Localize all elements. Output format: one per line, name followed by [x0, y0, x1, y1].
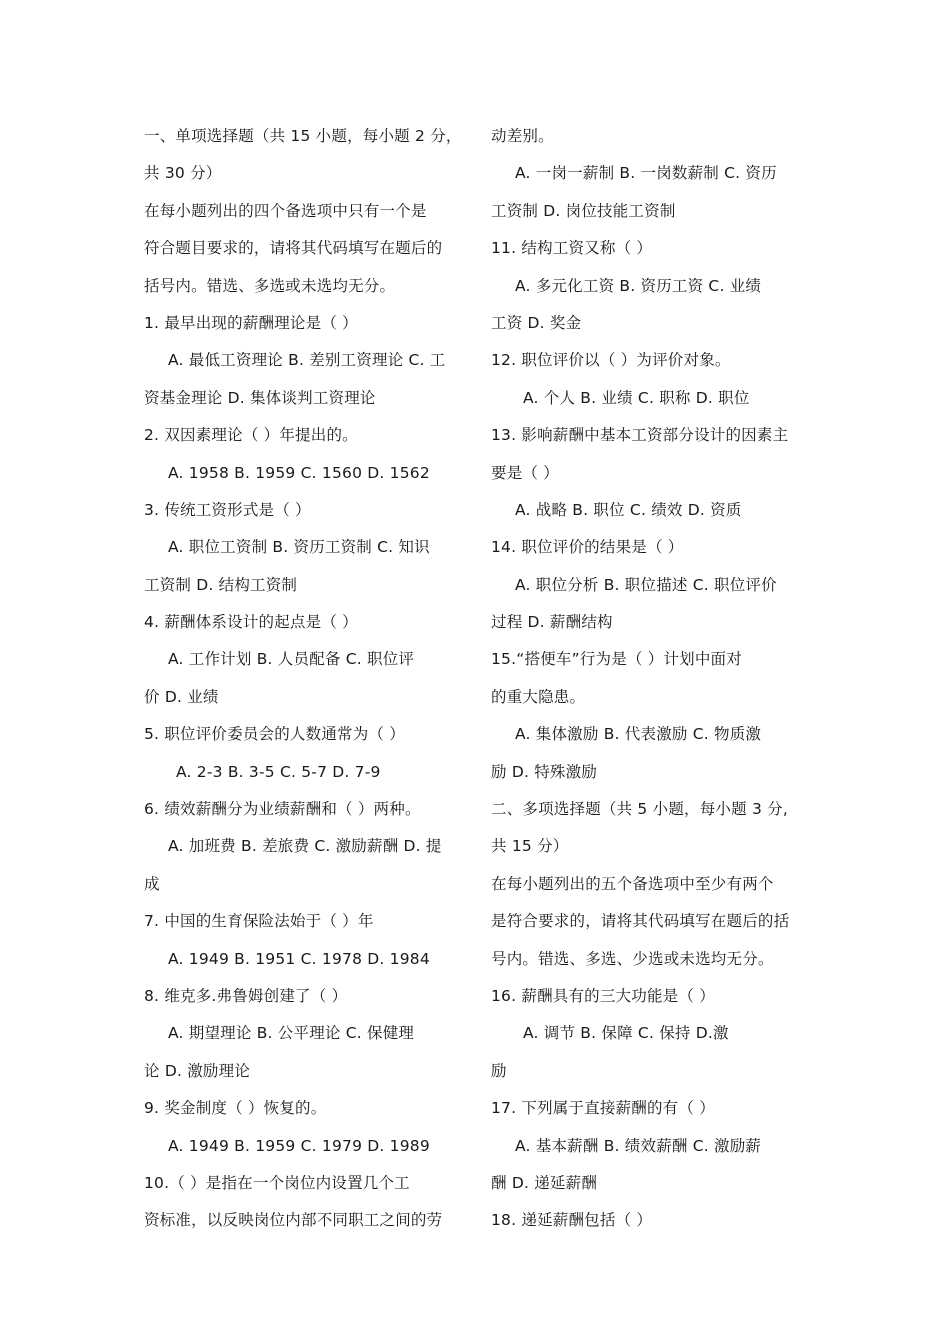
text-line: 是符合要求的，请将其代码填写在题后的括: [491, 912, 790, 931]
text-line: A. 1958 B. 1959 C. 1560 D. 1562: [168, 463, 430, 482]
text-line: 励 D. 特殊激励: [491, 762, 598, 781]
text-line: A. 职位工资制 B. 资历工资制 C. 知识: [168, 538, 430, 557]
text-line: 一、单项选择题（共 15 小题，每小题 2 分，: [144, 127, 462, 145]
text-line: 9. 奖金制度（ ）恢复的。: [144, 1099, 327, 1118]
text-line: 的重大隐患。: [491, 687, 586, 706]
text-line: 共 30 分）: [144, 164, 222, 183]
text-line: A. 1949 B. 1951 C. 1978 D. 1984: [168, 949, 430, 968]
text-line: A. 最低工资理论 B. 差别工资理论 C. 工: [168, 351, 446, 370]
text-line: 括号内。错选、多选或未选均无分。: [144, 276, 396, 295]
text-line: 13. 影响薪酬中基本工资部分设计的因素主: [491, 426, 789, 445]
text-line: 工资制 D. 结构工资制: [144, 575, 298, 594]
text-line: A. 1949 B. 1959 C. 1979 D. 1989: [168, 1136, 430, 1155]
text-line: 在每小题列出的四个备选项中只有一个是: [144, 201, 427, 220]
text-line: A. 加班费 B. 差旅费 C. 激励薪酬 D. 提: [168, 837, 442, 856]
text-line: A. 个人 B. 业绩 C. 职称 D. 职位: [523, 388, 750, 407]
text-line: A. 基本薪酬 B. 绩效薪酬 C. 激励薪: [515, 1136, 762, 1155]
text-line: 励: [491, 1061, 507, 1080]
text-line: 资基金理论 D. 集体谈判工资理论: [144, 388, 376, 407]
text-line: 论 D. 激励理论: [144, 1061, 251, 1080]
text-line: A. 期望理论 B. 公平理论 C. 保健理: [168, 1024, 415, 1043]
text-line: A. 战略 B. 职位 C. 绩效 D. 资质: [515, 500, 742, 519]
text-line: 3. 传统工资形式是（ ）: [144, 500, 311, 519]
left-column: [144, 118, 464, 1240]
text-line: 符合题目要求的，请将其代码填写在题后的: [144, 239, 443, 258]
text-line: A. 职位分析 B. 职位描述 C. 职位评价: [515, 575, 777, 594]
text-line: 要是（ ）: [491, 463, 559, 482]
text-line: 11. 结构工资又称（ ）: [491, 239, 653, 258]
text-line: 14. 职位评价的结果是（ ）: [491, 538, 684, 557]
text-line: 12. 职位评价以（ ）为评价对象。: [491, 351, 731, 370]
text-line: 在每小题列出的五个备选项中至少有两个: [491, 874, 774, 893]
text-line: A. 集体激励 B. 代表激励 C. 物质激: [515, 725, 762, 744]
text-line: 15.“搭便车”行为是（ ）计划中面对: [491, 650, 742, 669]
text-line: A. 工作计划 B. 人员配备 C. 职位评: [168, 650, 415, 669]
text-line: A. 2-3 B. 3-5 C. 5-7 D. 7-9: [176, 762, 381, 781]
text-line: 号内。错选、多选、少选或未选均无分。: [491, 949, 774, 968]
text-line: 7. 中国的生育保险法始于（ ）年: [144, 912, 374, 931]
text-line: 工资 D. 奖金: [491, 313, 582, 332]
text-line: 17. 下列属于直接薪酬的有（ ）: [491, 1099, 715, 1118]
text-line: 6. 绩效薪酬分为业绩薪酬和（ ）两种。: [144, 800, 421, 819]
text-line: 酬 D. 递延薪酬: [491, 1173, 598, 1192]
text-line: 价 D. 业绩: [144, 687, 219, 706]
text-line: A. 一岗一薪制 B. 一岗数薪制 C. 资历: [515, 164, 777, 183]
text-line: 资标准，以反映岗位内部不同职工之间的劳: [144, 1211, 443, 1230]
text-line: 2. 双因素理论（ ）年提出的。: [144, 426, 358, 445]
text-line: 4. 薪酬体系设计的起点是（ ）: [144, 613, 358, 632]
text-line: 过程 D. 薪酬结构: [491, 613, 613, 632]
text-line: 16. 薪酬具有的三大功能是（ ）: [491, 986, 715, 1005]
text-line: 工资制 D. 岗位技能工资制: [491, 201, 676, 220]
text-line: 动差别。: [491, 127, 554, 145]
text-line: 二、多项选择题（共 5 小题，每小题 3 分,: [491, 800, 788, 819]
text-line: 成: [144, 874, 160, 893]
text-line: 18. 递延薪酬包括（ ）: [491, 1211, 653, 1230]
text-line: A. 调节 B. 保障 C. 保持 D.激: [523, 1024, 729, 1043]
text-line: 8. 维克多.弗鲁姆创建了（ ）: [144, 986, 348, 1005]
text-line: 共 15 分）: [491, 837, 569, 856]
text-line: A. 多元化工资 B. 资历工资 C. 业绩: [515, 276, 762, 295]
right-column: [491, 118, 811, 1240]
text-line: 10.（ ）是指在一个岗位内设置几个工: [144, 1173, 410, 1192]
text-line: 5. 职位评价委员会的人数通常为（ ）: [144, 725, 405, 744]
text-line: 1. 最早出现的薪酬理论是（ ）: [144, 313, 358, 332]
